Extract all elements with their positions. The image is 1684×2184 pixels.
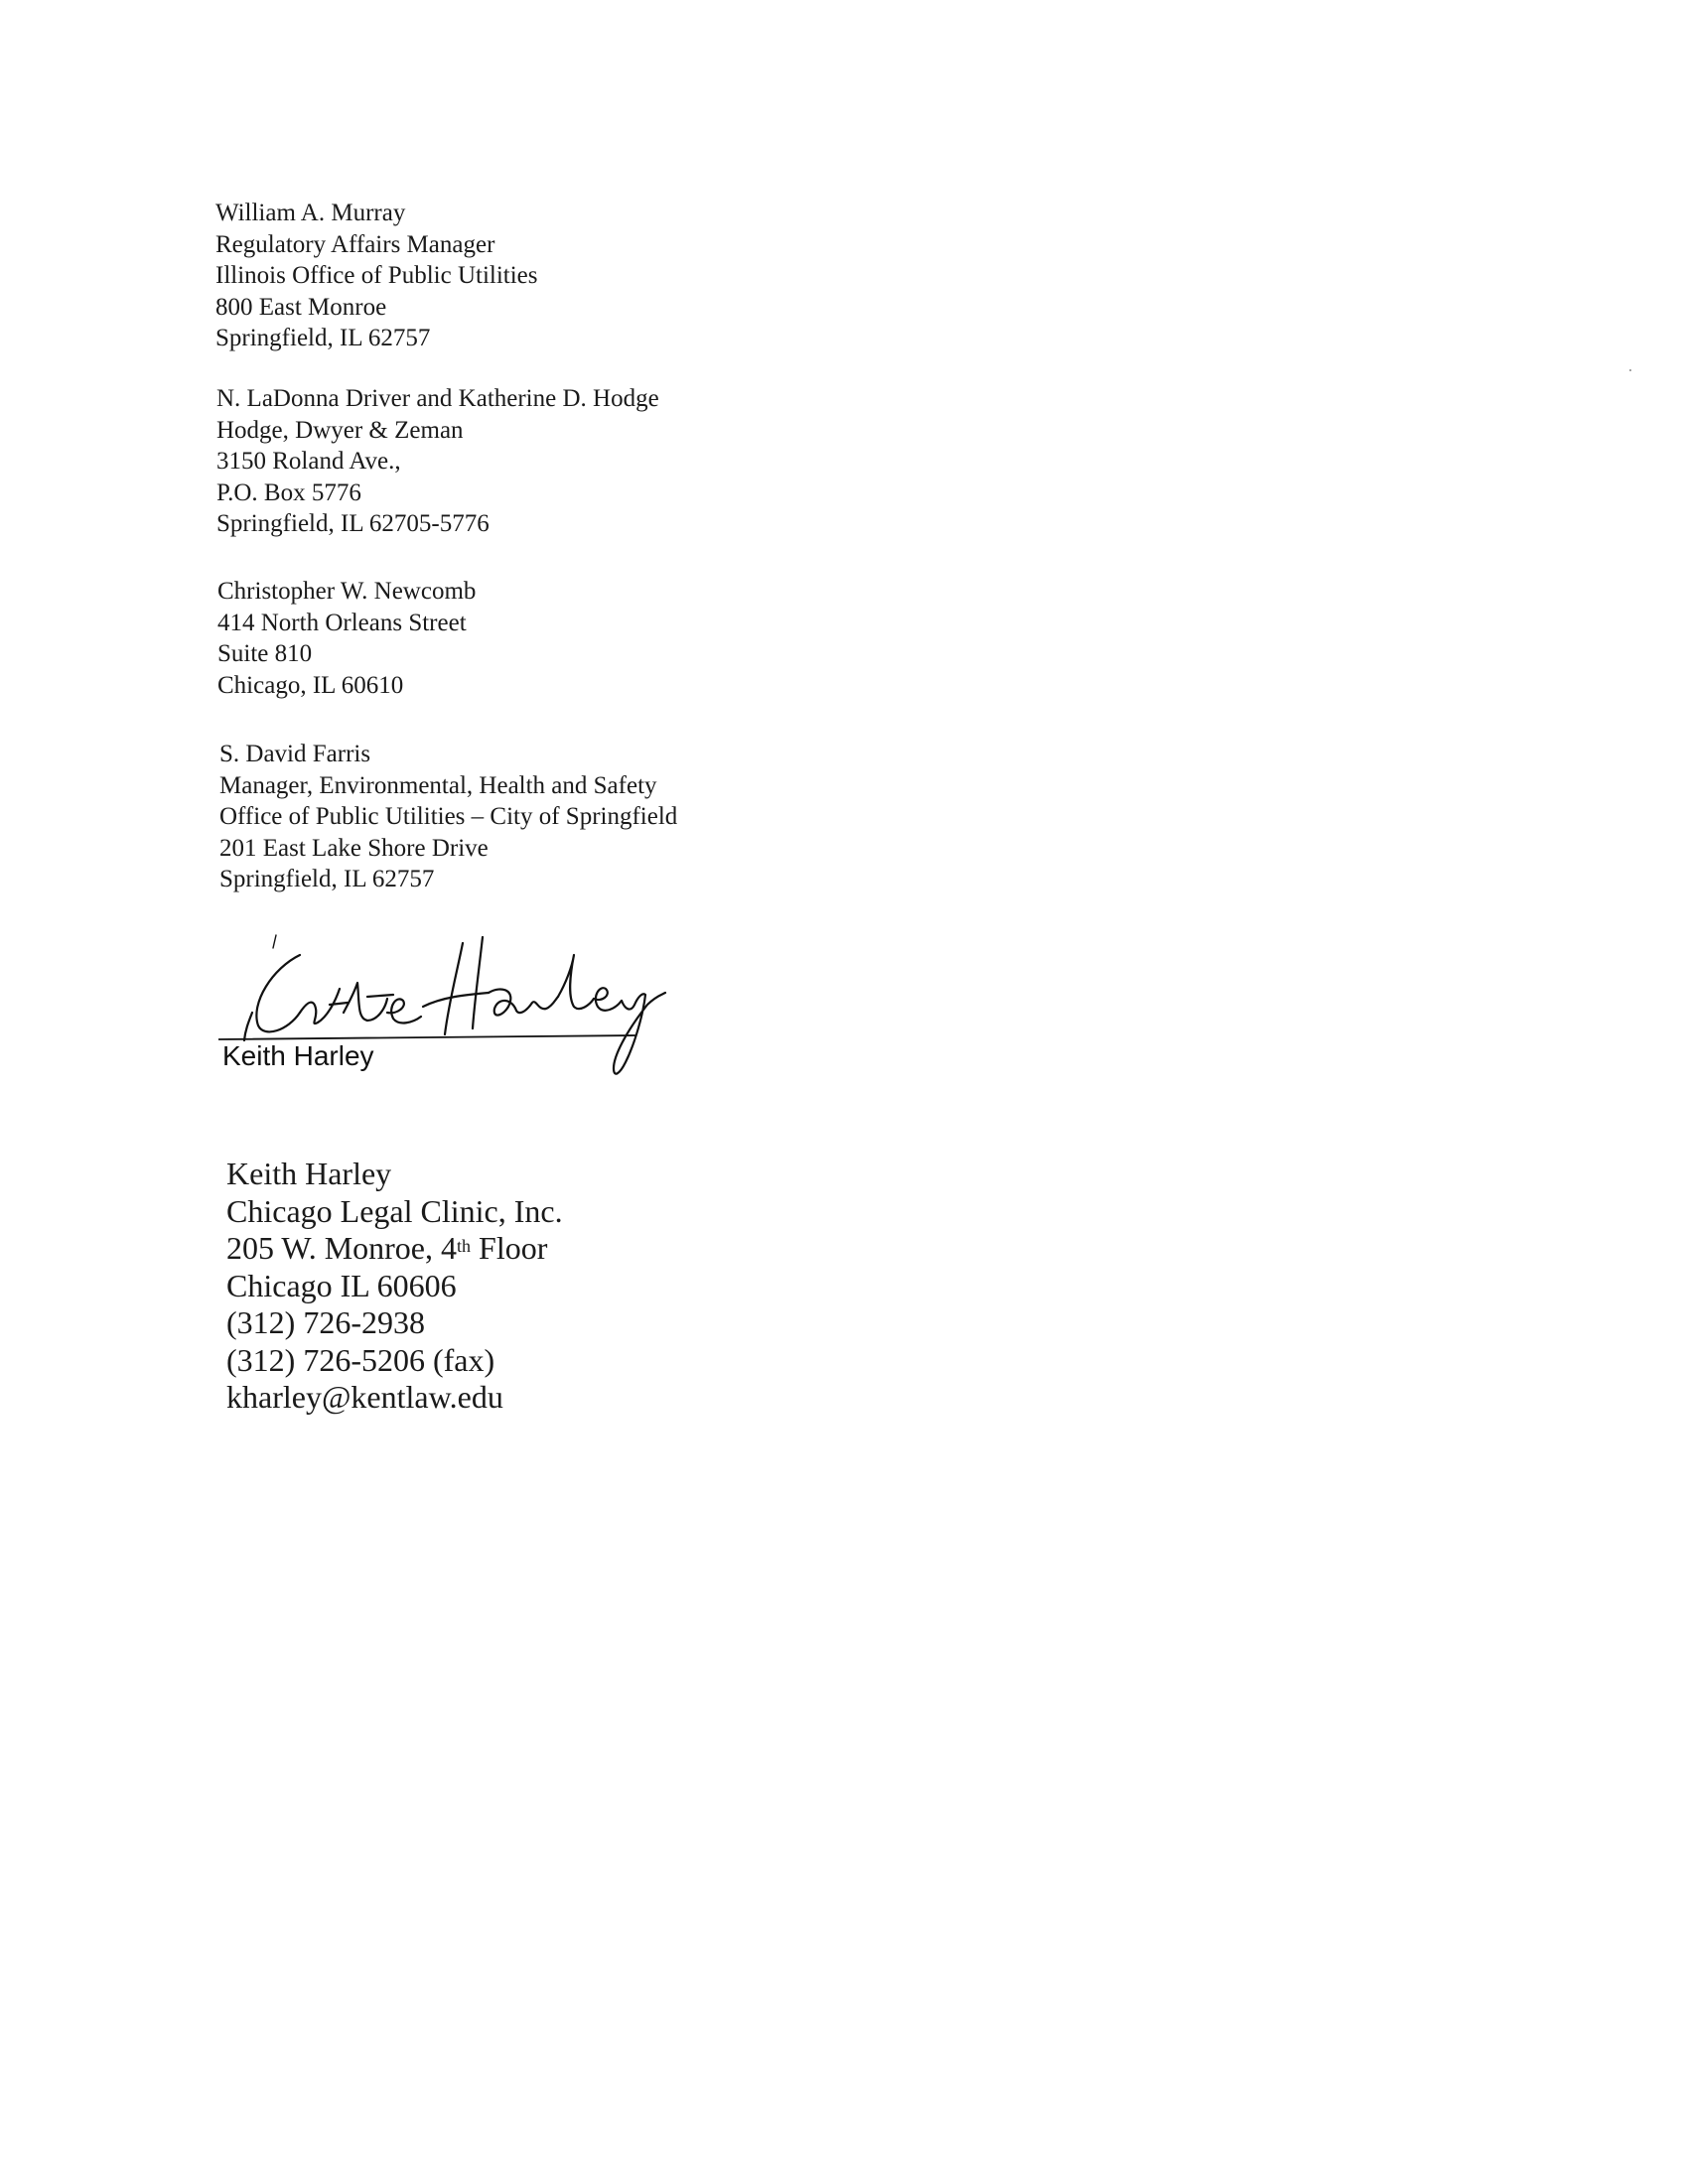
sender-street: [226, 1230, 563, 1268]
recipient-city: Chicago, IL 60610: [217, 671, 404, 699]
sender-email: kharley@kentlaw.edu: [226, 1379, 503, 1415]
sender-organization: Chicago Legal Clinic, Inc.: [226, 1192, 563, 1229]
sender-name: Keith Harley: [226, 1156, 392, 1191]
sender-phone: (312) 726-2938: [226, 1304, 425, 1340]
handwritten-signature: [218, 923, 715, 1102]
recipient-street: 201 East Lake Shore Drive: [219, 834, 489, 862]
sender-city: Chicago IL 60606: [226, 1267, 457, 1303]
recipient-name: Christopher W. Newcomb: [217, 578, 477, 605]
scan-speck: [1629, 369, 1631, 371]
sender-contact-block: [226, 1156, 563, 1417]
recipient-address-block: [216, 383, 659, 540]
recipient-name: N. LaDonna Driver and Katherine D. Hodge: [216, 385, 659, 412]
recipient-organization: Hodge, Dwyer & Zeman: [216, 416, 464, 444]
recipient-suite: Suite 810: [217, 640, 313, 667]
recipient-city: Springfield, IL 62705-5776: [216, 510, 490, 537]
sender-street-floor: Floor: [471, 1230, 548, 1266]
recipient-street: 3150 Roland Ave.,: [216, 448, 401, 475]
recipient-title: Manager, Environmental, Health and Safety: [219, 771, 657, 799]
recipient-organization: Illinois Office of Public Utilities: [215, 262, 538, 289]
recipient-street: 414 North Orleans Street: [217, 609, 467, 636]
recipient-address-block: [217, 576, 476, 701]
recipient-organization: Office of Public Utilities – City of Springfield: [219, 803, 678, 830]
recipient-city: Springfield, IL 62757: [219, 866, 435, 892]
floor-ordinal-suffix: th: [457, 1236, 472, 1256]
recipient-address-block: [215, 198, 538, 354]
sender-street-main: 205 W. Monroe, 4: [226, 1230, 457, 1266]
recipient-city: Springfield, IL 62757: [215, 325, 431, 351]
sender-fax: (312) 726-5206 (fax): [226, 1341, 495, 1378]
recipient-street: 800 East Monroe: [215, 293, 387, 321]
signature-block: [218, 923, 715, 1102]
recipient-address-block: [219, 739, 677, 895]
recipient-name: William A. Murray: [215, 200, 406, 226]
recipient-title: Regulatory Affairs Manager: [215, 230, 495, 258]
recipient-name: S. David Farris: [219, 741, 371, 767]
signature-typed-name: Keith Harley: [222, 1040, 374, 1071]
recipient-po-box: P.O. Box 5776: [216, 478, 361, 506]
